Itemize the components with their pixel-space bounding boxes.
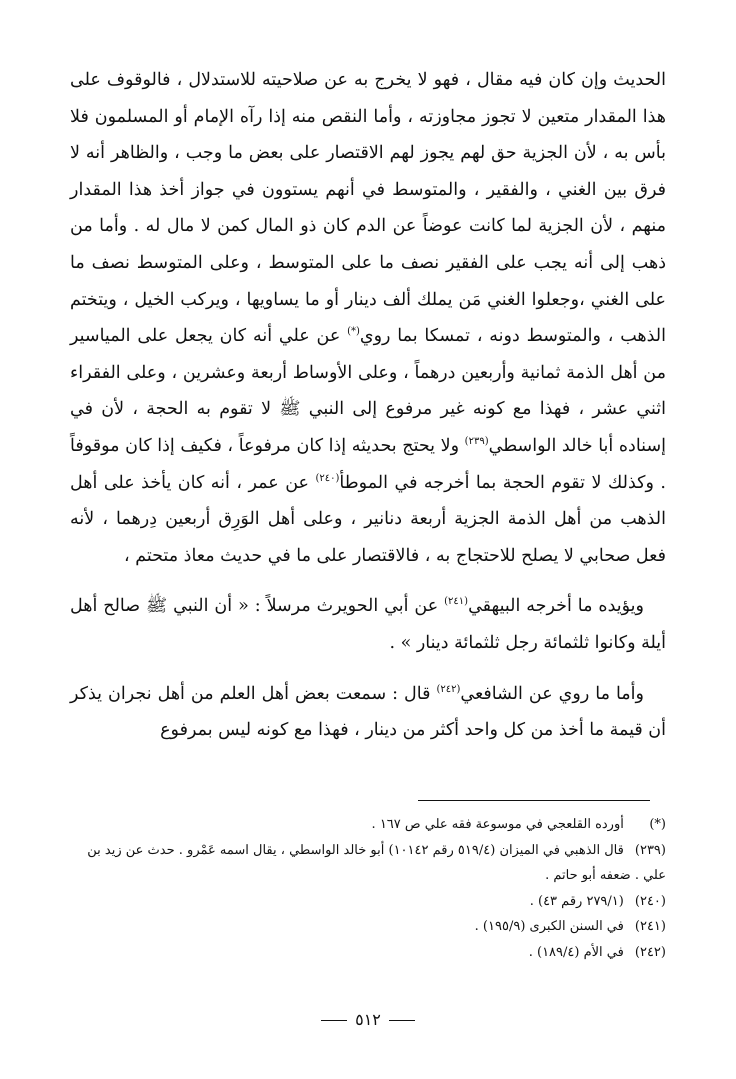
page-number-dash bbox=[389, 1020, 415, 1021]
text-run: عن علي أنه كان يجعل على المياسير من أهل الذمة ثمانية وأربعين درهماً ، وعلى الأوساط أربعة وعشرين ، وعلى الفقراء اثني عشر ، فهذا مع كونه غير مرفوع إلى النبي ﷺ لا تقوم به الحجة ، لأن في إسناده أبا خالد الواسطي bbox=[70, 326, 666, 456]
footnote-number: (٢٤٢) bbox=[634, 944, 666, 960]
page-number bbox=[0, 1010, 736, 1029]
footnote-ref: (٢٤١) bbox=[444, 596, 469, 608]
footnote bbox=[70, 889, 666, 915]
footnote-number: (٢٤١) bbox=[634, 919, 666, 934]
page-number-value: ٥١٢ bbox=[355, 1010, 381, 1029]
paragraph bbox=[70, 588, 666, 661]
paragraph bbox=[70, 62, 666, 574]
text-run: ويؤيده ما أخرجه البيهقي bbox=[468, 596, 644, 617]
footnote-text: في السنن الكبرى (١٩٥/٩) . bbox=[474, 919, 624, 934]
footnote-number: (*) bbox=[649, 817, 666, 832]
footnotes bbox=[70, 812, 666, 965]
footnote bbox=[70, 838, 666, 889]
footnote-ref: (٢٤٢) bbox=[436, 683, 461, 695]
paragraph bbox=[70, 676, 666, 749]
text-run: عن أبي الحويرث مرسلاً : « أن النبي ﷺ صالح أهل أيلة وكانوا ثلثمائة رجل ثلثمائة دينار » . bbox=[70, 596, 666, 653]
text-run: قال : سمعت بعض أهل العلم من أهل نجران يذكر أن قيمة ما أخذ من كل واحد أكثر من دينار ، فهذا مع كونه ليس بمرفوع bbox=[70, 683, 666, 741]
footnote-text: أورده القلعجي في موسوعة فقه علي ص ١٦٧ . bbox=[371, 817, 624, 832]
footnote bbox=[70, 914, 666, 940]
footnote-text: قال الذهبي في الميزان (٥١٩/٤ رقم ١٠١٤٢) أبو خالد الواسطي ، يقال اسمه عَمْرو . حدث عن زيد بن علي . ضعفه أبو حاتم . bbox=[87, 842, 666, 883]
footnote-ref: (٢٣٩) bbox=[464, 436, 489, 448]
footnote-ref: (*) bbox=[347, 326, 360, 338]
text-run: ولا يحتج بحديثه إذا كان مرفوعاً ، فكيف إذا كان موقوفاً . وكذلك لا تقوم الحجة بما أخرجه في الموطأ bbox=[70, 435, 666, 493]
footnote bbox=[70, 940, 666, 966]
footnote-ref: (٢٤٠) bbox=[315, 472, 340, 484]
main-text bbox=[70, 62, 666, 749]
footnote bbox=[70, 812, 666, 838]
text-run: الحديث وإن كان فيه مقال ، فهو لا يخرج به عن صلاحيته للاستدلال ، فالوقوف على هذا المقدار متعين لا تجوز مجاوزته ، وأما النقص منه إذا رآه الإمام أو المسلمون فلا بأس به ، لأن الجزية حق لهم يجوز لهم الاقتصار على بعض ما وجب ، والظاهر أنه لا فرق بين الغني ، والفقير ، والمتوسط في أنهم يستوون في جواز أخذ هذا المقدار منهم ، لأن الجزية لما كانت عوضاً عن الدم كان ذو المال كمن لا مال له . وأما من ذهب إلى أنه يجب على الفقير نصف ما على المتوسط ، وعلى المتوسط نصف ما على الغني ،وجعلوا الغني مَن يملك ألف دينار أو ما يساويها ، ويركب الخيل ، ويتختم الذهب ، والمتوسط دونه ، تمسكا بما روي bbox=[70, 70, 666, 347]
text-run: وأما ما روي عن الشافعي bbox=[460, 683, 644, 704]
footnote-number: (٢٤٠) bbox=[634, 893, 666, 909]
footnote-divider bbox=[418, 800, 650, 801]
page-number-dash bbox=[321, 1020, 347, 1021]
footnote-number: (٢٣٩) bbox=[634, 842, 666, 858]
footnote-text: (٢٧٩/١ رقم ٤٣) . bbox=[529, 893, 624, 909]
text-run: عن عمر ، أنه كان يأخذ على أهل الذهب من أهل الذمة الجزية أربعة دنانير ، وعلى أهل الوَرِق أربعين دِرهما ، لأنه فعل صحابي لا يصلح للاحتجاج به ، فالاقتصار على ما في حديث معاذ متحتم ، bbox=[70, 472, 666, 566]
footnote-text: في الأم (١٨٩/٤) . bbox=[528, 944, 624, 960]
